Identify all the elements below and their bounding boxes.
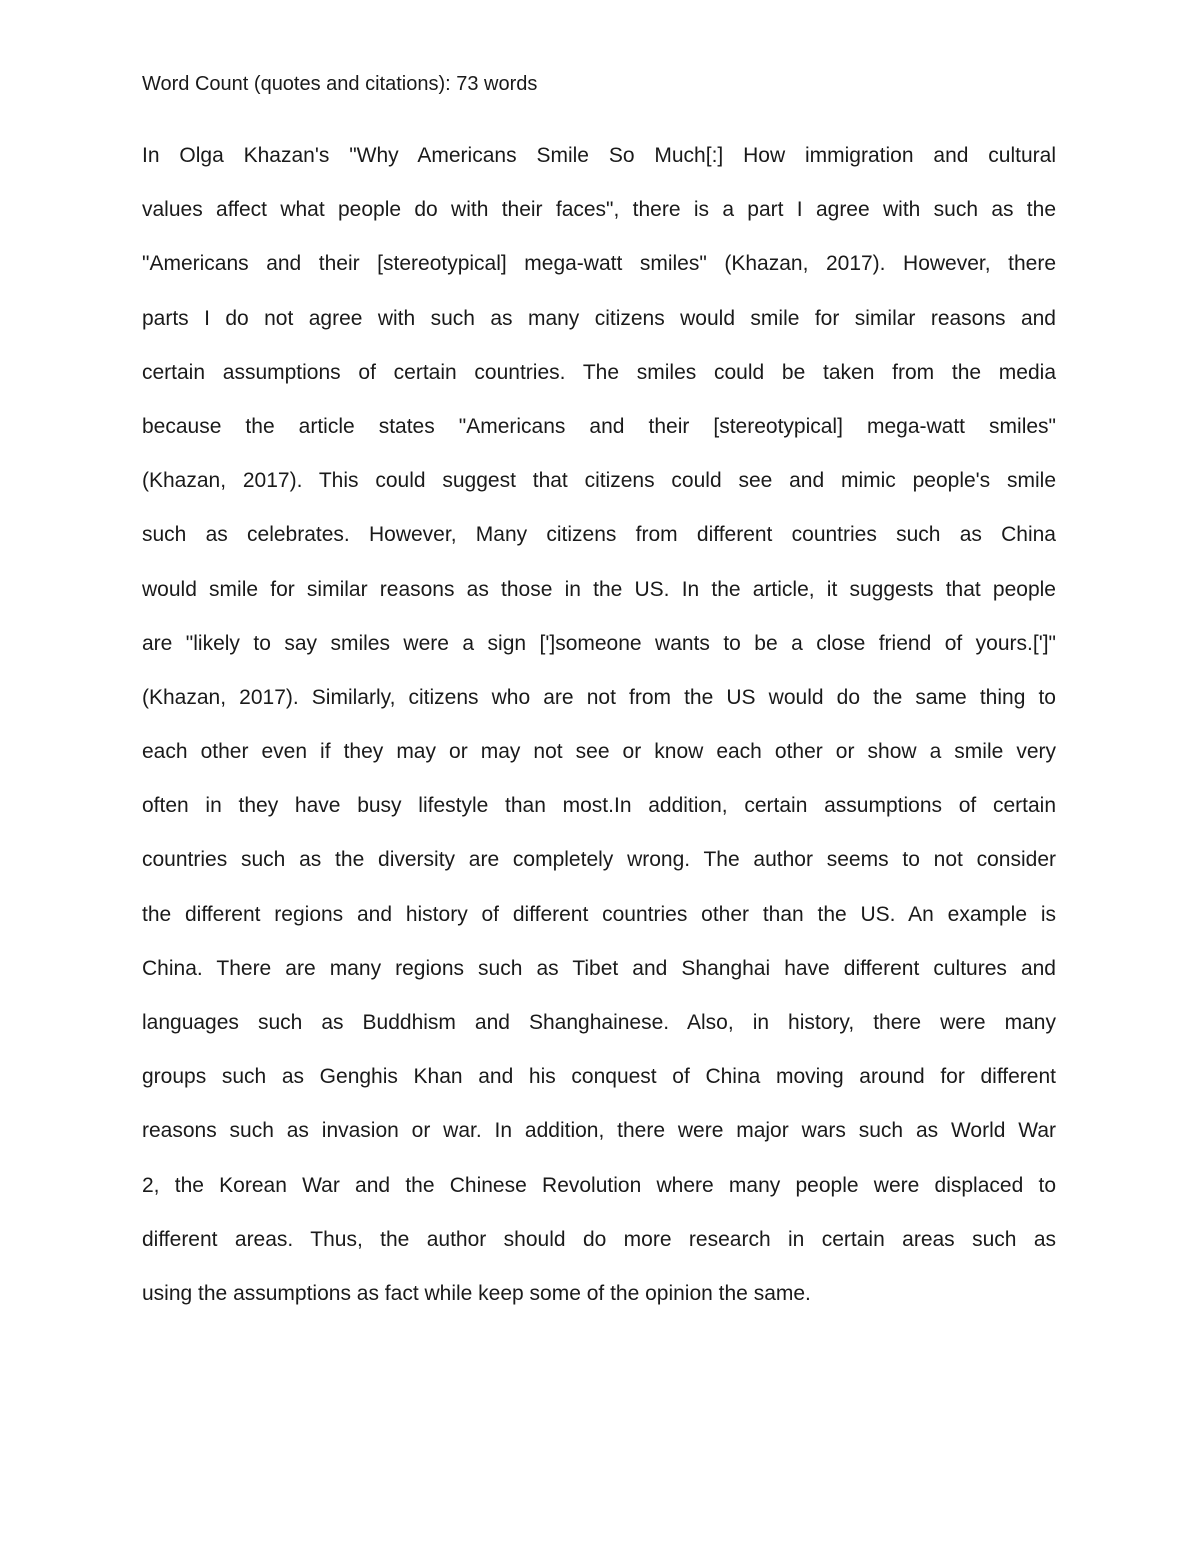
paragraph-line: China. There are many regions such as Tibet and Shanghai have different cultures and (142, 956, 1056, 980)
paragraph-line: groups such as Genghis Khan and his conquest of China moving around for different (142, 1065, 1056, 1089)
paragraph-line: using the assumptions as fact while keep some of the opinion the same. (142, 1281, 811, 1305)
paragraph-line: often in they have busy lifestyle than most.In addition, certain assumptions of certain (142, 794, 1056, 818)
paragraph-line: because the article states "Americans and their [stereotypical] mega-watt smiles" (142, 414, 1056, 438)
paragraph-line: values affect what people do with their faces", there is a part I agree with such as the (142, 198, 1056, 222)
paragraph-line: such as celebrates. However, Many citizens from different countries such as China (142, 523, 1056, 547)
paragraph-line: (Khazan, 2017). Similarly, citizens who are not from the US would do the same thing to (142, 685, 1056, 709)
paragraph-line: In Olga Khazan's "Why Americans Smile So Much[:] How immigration and cultural (142, 144, 1056, 167)
paragraph-line: 2, the Korean War and the Chinese Revolution where many people were displaced to (142, 1173, 1056, 1197)
paragraph-line: parts I do not agree with such as many citizens would smile for similar reasons and (142, 306, 1056, 330)
paragraph-line: reasons such as invasion or war. In addition, there were major wars such as World War (142, 1119, 1056, 1143)
essay-paragraph (142, 140, 1056, 1332)
paragraph-line: countries such as the diversity are completely wrong. The author seems to not consider (142, 848, 1056, 872)
paragraph-line: (Khazan, 2017). This could suggest that citizens could see and mimic people's smile (142, 469, 1056, 493)
paragraph-line: certain assumptions of certain countries. The smiles could be taken from the media (142, 360, 1056, 384)
word-count-heading: Word Count (quotes and citations): 73 words (142, 73, 538, 95)
paragraph-line: are "likely to say smiles were a sign [']someone wants to be a close friend of yours.[']" (142, 631, 1056, 655)
paragraph-line: would smile for similar reasons as those in the US. In the article, it suggests that people (142, 577, 1056, 601)
paragraph-line: each other even if they may or may not see or know each other or show a smile very (142, 740, 1056, 764)
paragraph-line: the different regions and history of different countries other than the US. An example is (142, 902, 1056, 926)
paragraph-line: languages such as Buddhism and Shanghainese. Also, in history, there were many (142, 1011, 1056, 1034)
paragraph-line: "Americans and their [stereotypical] mega-watt smiles" (Khazan, 2017). However, there (142, 252, 1056, 276)
paragraph-line: different areas. Thus, the author should do more research in certain areas such as (142, 1227, 1056, 1251)
